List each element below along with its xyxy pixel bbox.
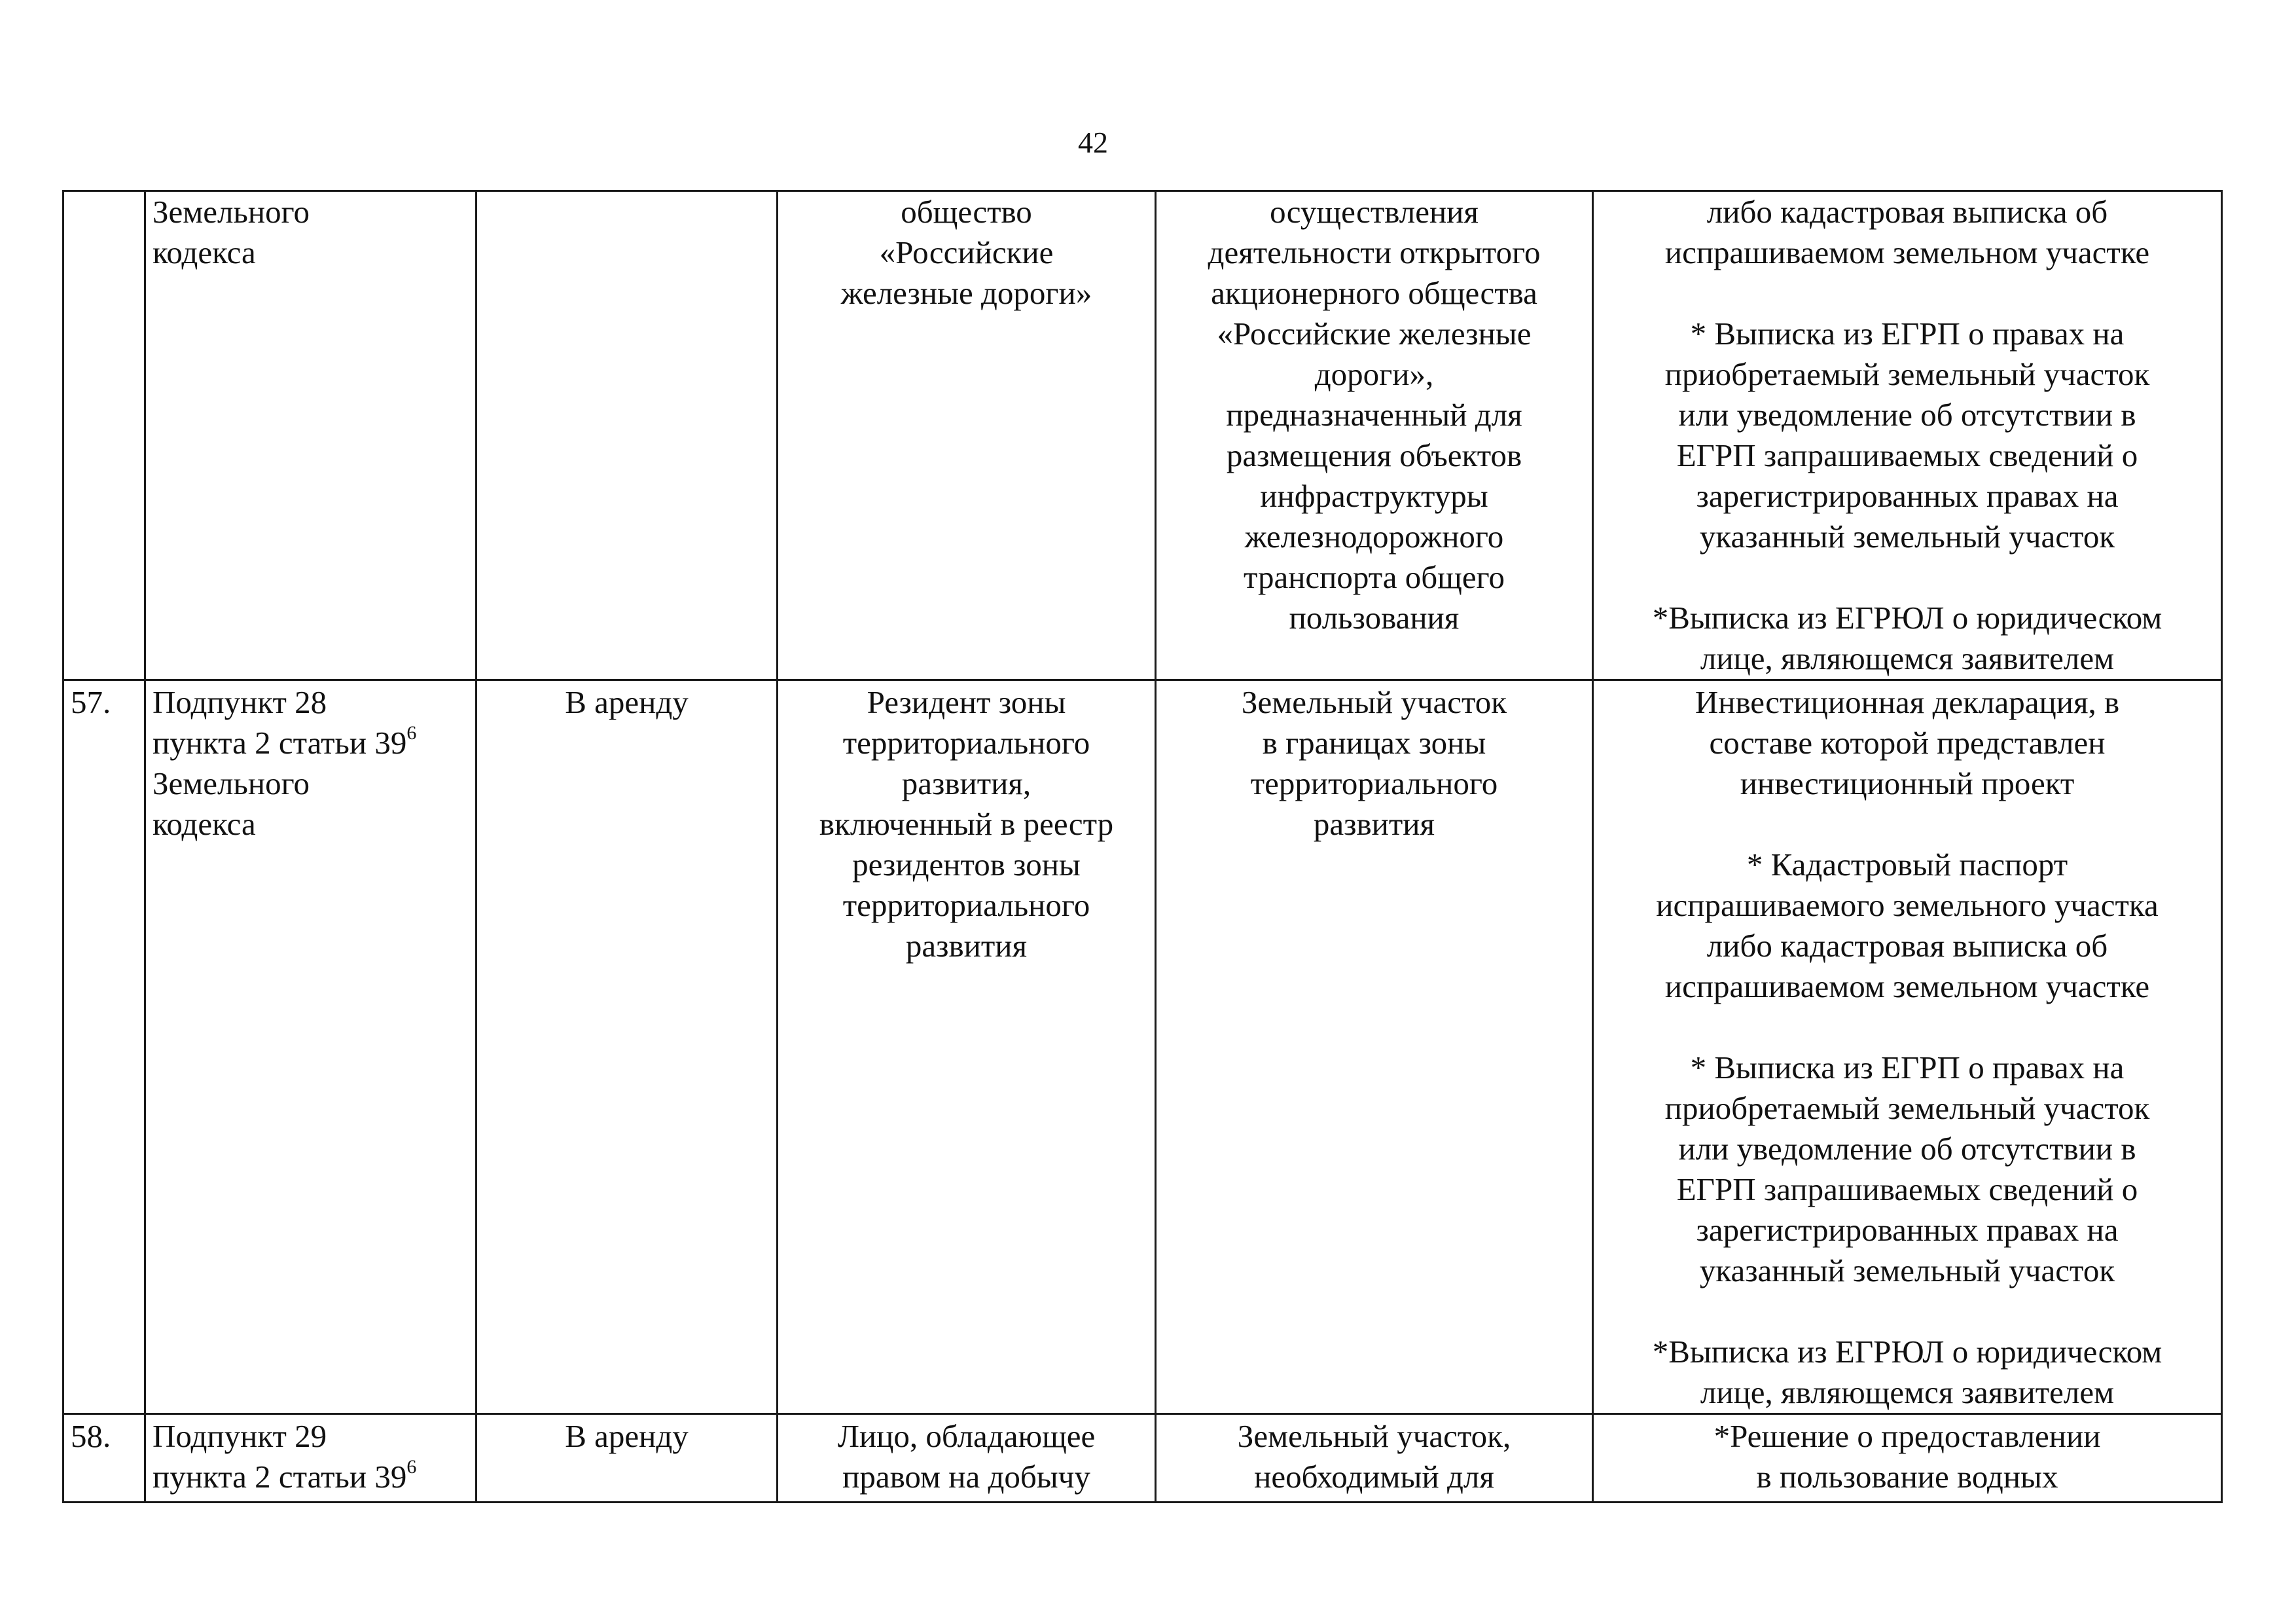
legal-basis-article: пункта 2 статьи 39 [152, 1459, 407, 1495]
legal-basis-cell [145, 1414, 476, 1503]
land-plot-text: осуществления деятельности открытого акционерного общества «Российские железные дороги», предназначенный для размещения объектов инфраструктуры железнодорожного транспорта общего пользования [1208, 194, 1541, 636]
applicant-text: общество «Российские железные дороги» [840, 194, 1092, 311]
page-number: 42 [1078, 126, 1108, 159]
documents-cell [1593, 191, 2222, 680]
provision-type-cell [476, 191, 778, 680]
document-item: * Выписка из ЕГРП о правах на приобретаемый земельный участок или уведомление об отсутствии в ЕГРП запрашиваемых сведений о зарегистрированных правах на указанный земельный участок [1664, 1049, 2150, 1288]
legal-basis-cell [145, 191, 476, 680]
table-row [63, 680, 2222, 1414]
table-row [63, 1414, 2222, 1503]
land-plot-cell [1156, 191, 1593, 680]
provision-type-cell: В аренду [476, 1414, 778, 1503]
article-superscript: 6 [406, 1456, 417, 1478]
row-number-cell: 57. [63, 680, 145, 1414]
land-plot-cell [1156, 1414, 1593, 1503]
land-plot-text: Земельный участок, необходимый для [1237, 1418, 1511, 1495]
land-plot-text: Земельный участок в границах зоны территориального развития [1241, 684, 1507, 842]
legal-basis-cell [145, 680, 476, 1414]
provision-type-cell: В аренду [476, 680, 778, 1414]
legal-basis-text: Земельного кодекса [152, 194, 310, 270]
document-item: *Решение о предоставлении в пользование водных [1713, 1418, 2101, 1495]
land-plot-cell [1156, 680, 1593, 1414]
document-item: Инвестиционная декларация, в составе которой представлен инвестиционный проект [1695, 684, 2120, 801]
legal-basis-line: Подпункт 28 [152, 684, 327, 720]
legal-basis-text: Земельного кодекса [152, 765, 310, 842]
applicant-text: Резидент зоны территориального развития, включенный в реестр резидентов зоны территориального развития [819, 684, 1114, 964]
document-item: либо кадастровая выписка об испрашиваемом земельном участке [1664, 194, 2150, 270]
land-plot-documents-table [62, 190, 2223, 1503]
applicant-cell [778, 1414, 1156, 1503]
applicant-cell [778, 680, 1156, 1414]
applicant-cell [778, 191, 1156, 680]
row-number-cell [63, 191, 145, 680]
table-row [63, 191, 2222, 680]
documents-cell [1593, 1414, 2222, 1503]
document-item: *Выписка из ЕГРЮЛ о юридическом лице, являющемся заявителем [1652, 600, 2162, 676]
article-superscript: 6 [406, 722, 417, 744]
legal-basis-line [152, 723, 469, 763]
applicant-text: Лицо, обладающее правом на добычу [837, 1418, 1096, 1495]
legal-basis-line [152, 1457, 469, 1497]
legal-basis-article: пункта 2 статьи 39 [152, 725, 407, 761]
document-item: * Выписка из ЕГРП о правах на приобретаемый земельный участок или уведомление об отсутствии в ЕГРП запрашиваемых сведений о зарегистрированных правах на указанный земельный участок [1664, 316, 2150, 555]
document-item: * Кадастровый паспорт испрашиваемого земельного участка либо кадастровая выписка об испрашиваемом земельном участке [1656, 847, 2159, 1004]
document-item: *Выписка из ЕГРЮЛ о юридическом лице, являющемся заявителем [1652, 1334, 2162, 1410]
row-number-cell: 58. [63, 1414, 145, 1503]
legal-basis-line: Подпункт 29 [152, 1418, 327, 1454]
documents-cell [1593, 680, 2222, 1414]
